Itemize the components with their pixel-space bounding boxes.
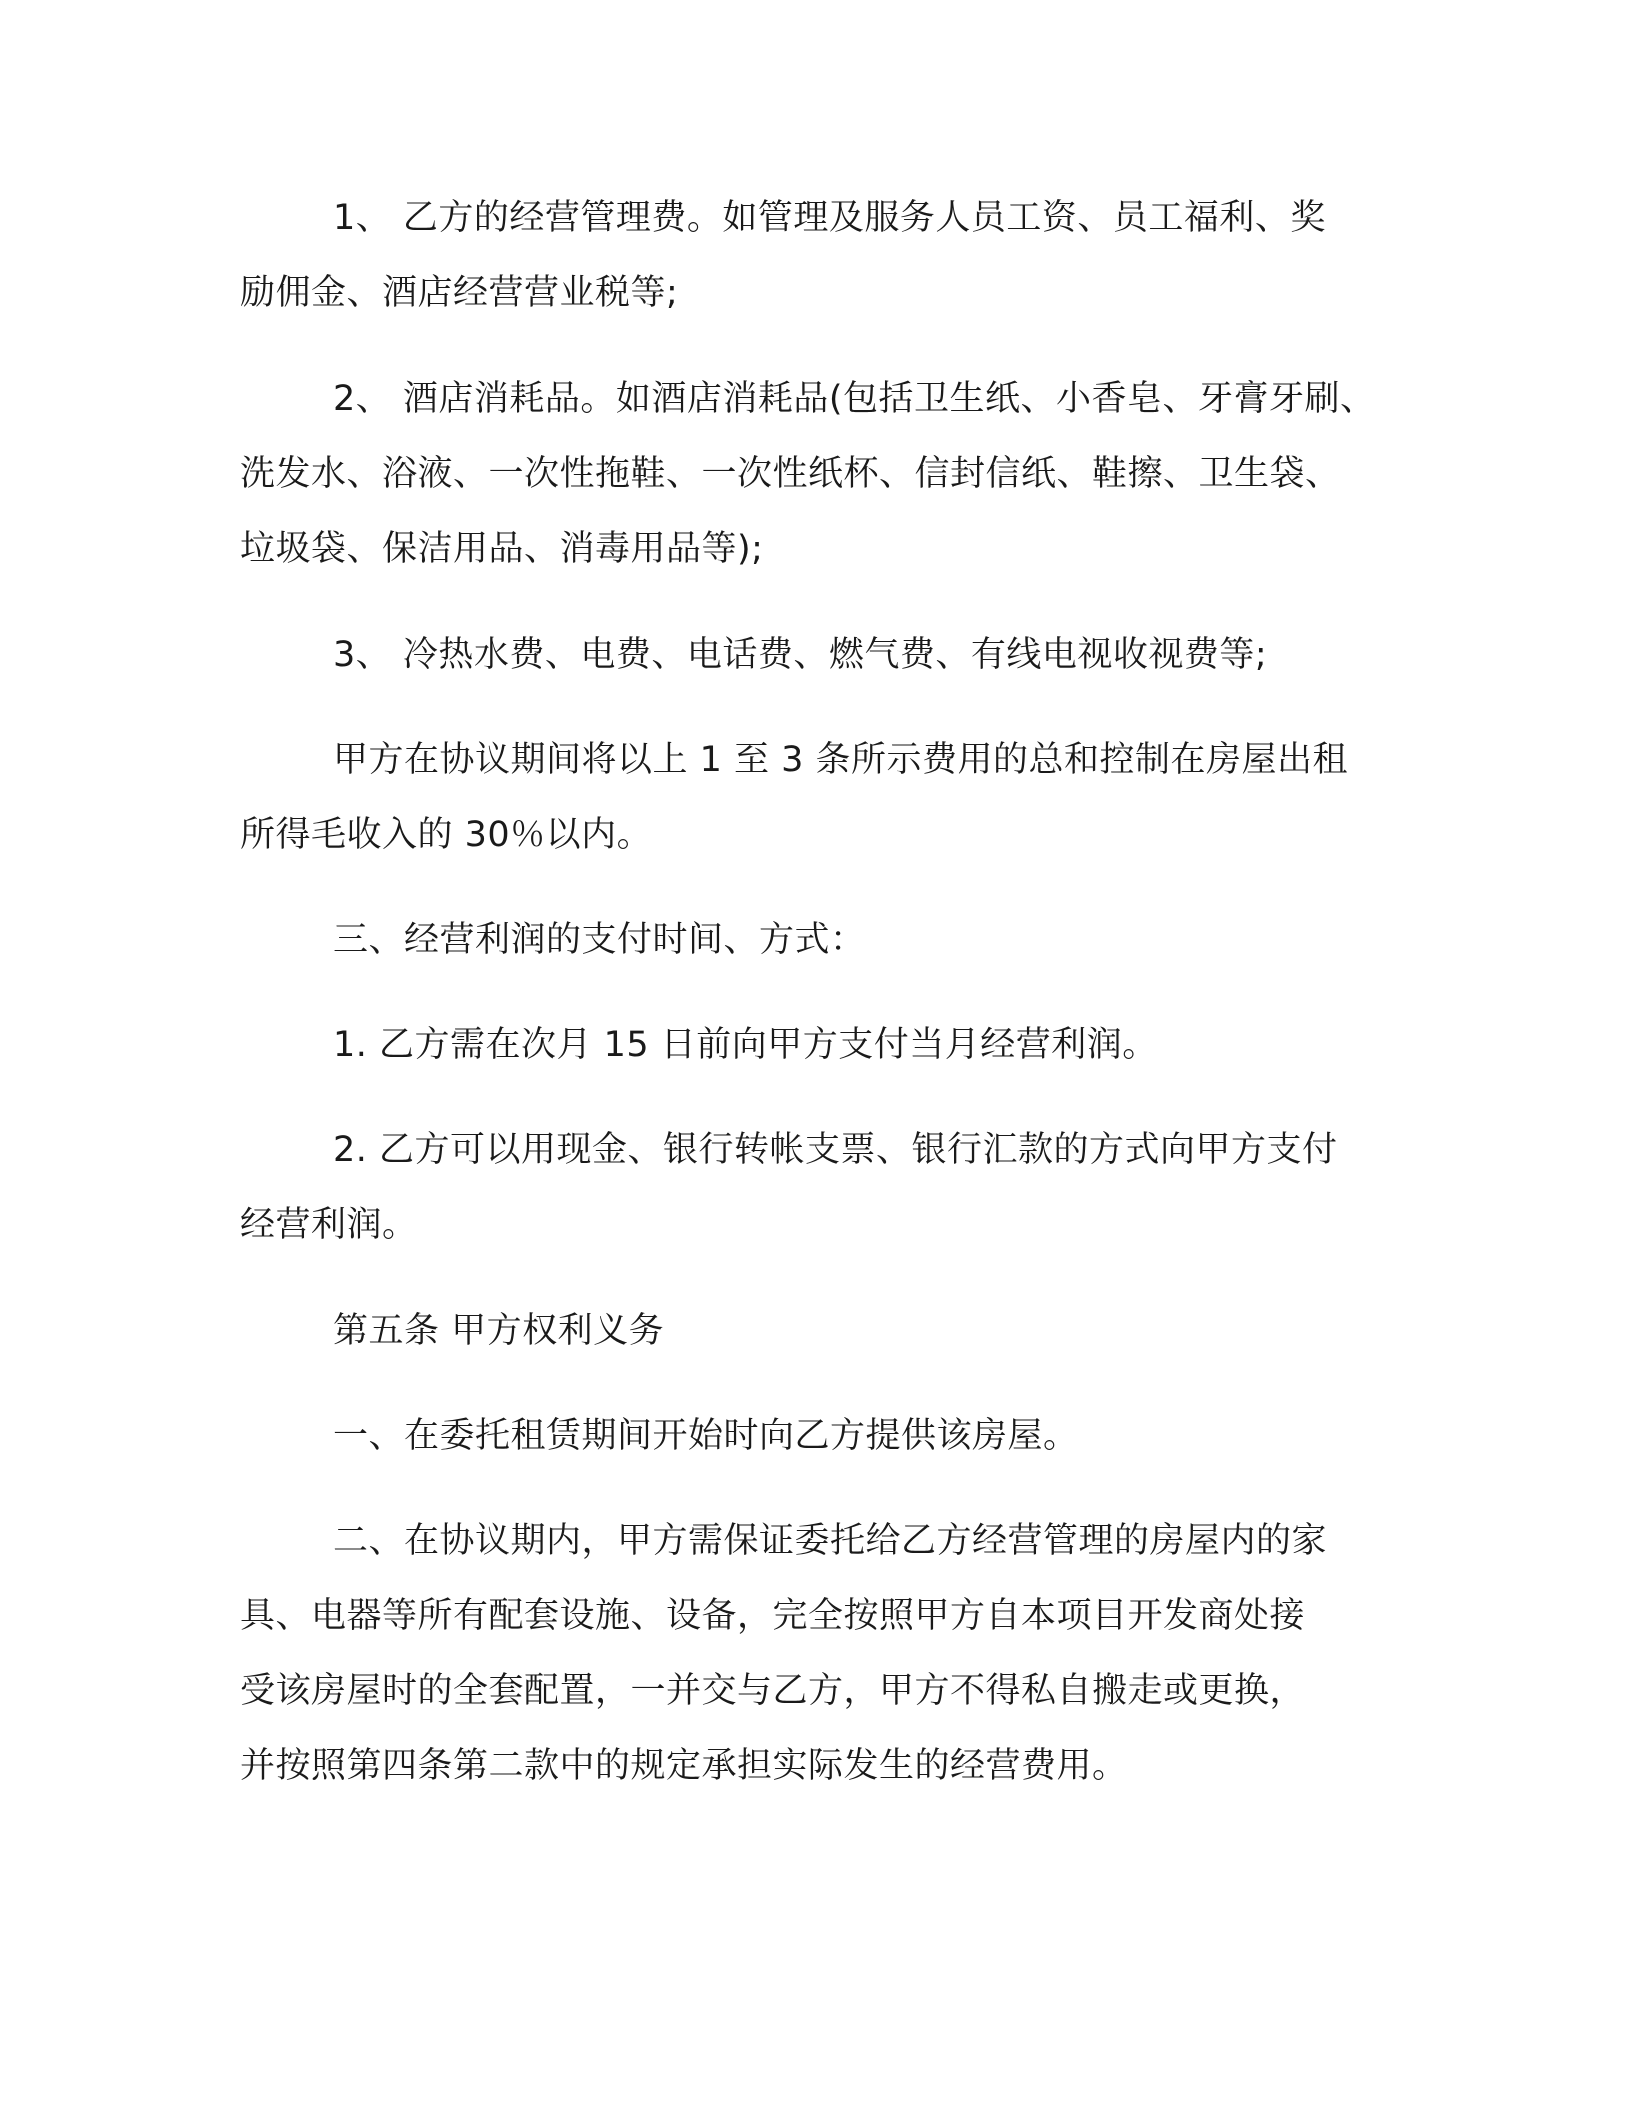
party-a-duty-2-line-1: 二、在协议期内，甲方需保证委托给乙方经营管理的房屋内的家 xyxy=(333,1521,1328,1561)
cost-limit-line-2: 所得毛收入的 30％以内。 xyxy=(240,815,653,855)
party-a-duty-2-line-2: 具、电器等所有配套设施、设备，完全按照甲方自本项目开发商处接 xyxy=(240,1596,1306,1636)
clause-3-line-1: 3、 冷热水费、电费、电话费、燃气费、有线电视收视费等; xyxy=(333,635,1268,675)
section-3-heading: 三、经营利润的支付时间、方式： xyxy=(333,920,866,960)
clause-2-line-1: 2、 酒店消耗品。如酒店消耗品(包括卫生纸、小香皂、牙膏牙刷、 xyxy=(333,379,1376,419)
party-a-duty-1: 一、在委托租赁期间开始时向乙方提供该房屋。 xyxy=(333,1416,1079,1456)
payment-item-2-line-1: 2. 乙方可以用现金、银行转帐支票、银行汇款的方式向甲方支付 xyxy=(333,1130,1338,1170)
cost-limit-line-1: 甲方在协议期间将以上 1 至 3 条所示费用的总和控制在房屋出租 xyxy=(333,740,1349,780)
payment-item-1: 1. 乙方需在次月 15 日前向甲方支付当月经营利润。 xyxy=(333,1025,1158,1065)
clause-1-line-2: 励佣金、酒店经营营业税等; xyxy=(240,273,679,313)
party-a-duty-2-line-3: 受该房屋时的全套配置，一并交与乙方，甲方不得私自搬走或更换， xyxy=(240,1671,1306,1711)
party-a-duty-2-line-4: 并按照第四条第二款中的规定承担实际发生的经营费用。 xyxy=(240,1746,1128,1786)
clause-2-line-3: 垃圾袋、保洁用品、消毒用品等); xyxy=(240,529,764,569)
article-5-heading: 第五条 甲方权利义务 xyxy=(333,1311,665,1351)
clause-2-line-2: 洗发水、浴液、一次性拖鞋、一次性纸杯、信封信纸、鞋擦、卫生袋、 xyxy=(240,454,1341,494)
payment-item-2-line-2: 经营利润。 xyxy=(240,1205,418,1245)
clause-1-line-1: 1、 乙方的经营管理费。如管理及服务人员工资、员工福利、奖 xyxy=(333,198,1326,238)
